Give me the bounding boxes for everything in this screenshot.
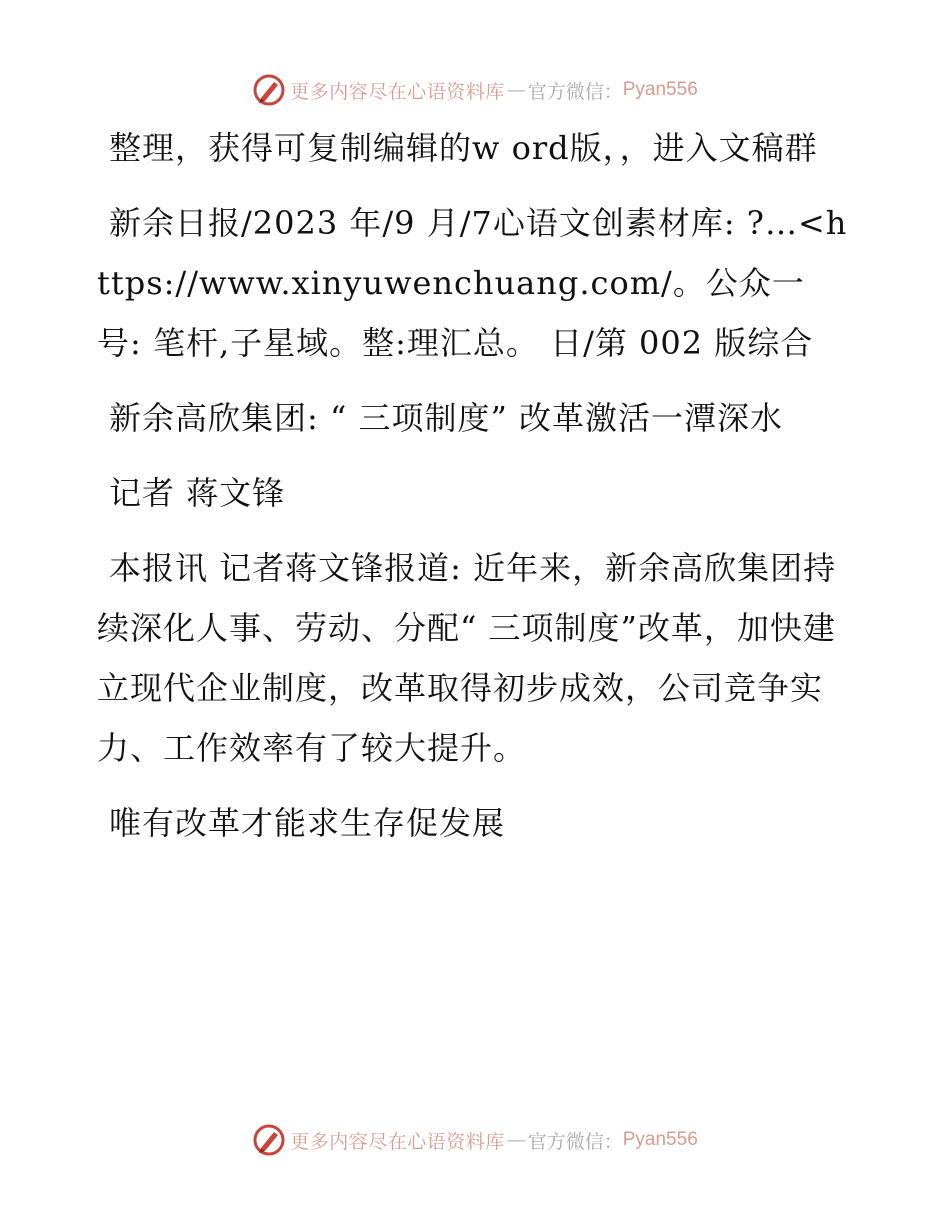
banner-dash: — <box>506 1129 526 1151</box>
article-byline: 记者 蒋文锋 <box>109 474 286 512</box>
pen-circle-icon <box>252 73 286 107</box>
banner-wechat-id: Pyan556 <box>622 1129 698 1150</box>
banner-promo-text: 更多内容尽在心语资料库 <box>290 1130 505 1153</box>
banner-dash: — <box>506 79 526 101</box>
document-body <box>97 118 849 868</box>
banner-wechat-label: 官方微信： <box>527 80 623 103</box>
pen-circle-icon <box>252 1123 286 1157</box>
footer-watermark-banner <box>0 1120 950 1160</box>
banner-wechat-id: Pyan556 <box>622 79 698 100</box>
paragraph-intro: 整理，获得可复制编辑的w ord版，，进入文稿群 <box>109 129 818 167</box>
banner-promo-text: 更多内容尽在心语资料库 <box>290 80 505 103</box>
banner-wechat-label: 官方微信： <box>527 1130 623 1153</box>
article-headline: 新余高欣集团: “ 三项制度” 改革激活一潭深水 <box>109 399 784 437</box>
paragraph-source: 新余日报/2023 年/9 月/7心语文创素材库: ?…<https://www.xinyuwenchuang.com/。公众一号: 笔杆,子星域。整:理汇总。 日/第 002 版综合 <box>97 204 848 362</box>
header-watermark-banner <box>0 70 950 110</box>
article-subheading: 唯有改革才能求生存促发展 <box>109 804 506 842</box>
article-lead-paragraph: 本报讯 记者蒋文锋报道: 近年来，新余高欣集团持续深化人事、劳动、分配“ 三项制度”改革，加快建立现代企业制度，改革取得初步成效，公司竞争实力、工作效率有了较大提升。 <box>97 549 837 767</box>
